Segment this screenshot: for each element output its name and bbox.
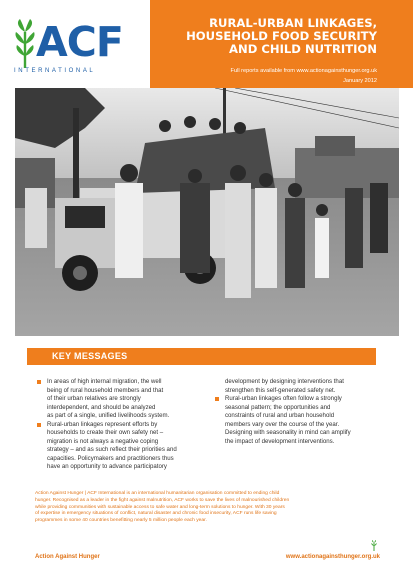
text-line: households to create their own safety net –	[47, 429, 164, 436]
bullet-square-icon	[37, 380, 41, 384]
page-title	[157, 17, 377, 56]
cover-photo-illustration	[15, 88, 399, 336]
text-line: Rural-urban linkages represent efforts by	[47, 420, 158, 428]
text-line: development by designing interventions that	[225, 378, 344, 385]
key-message-item	[35, 378, 207, 421]
key-messages-heading-bar	[27, 348, 376, 365]
text-line: of expertise in emergency situations of conflict, natural disaster and chronic food insecurity, ACF runs life saving	[35, 511, 277, 517]
bullet-square-icon	[215, 397, 219, 401]
key-message-item	[213, 395, 377, 446]
text-line: of their urban relatives are strongly	[47, 395, 141, 402]
text-line: hunger. Recognised as a leader in the fight against malnutrition, ACF works to save the lives of malnourished children	[35, 497, 290, 503]
title-line: AND CHILD NUTRITION	[229, 42, 377, 56]
organisation-description	[35, 491, 380, 525]
bullet-square-icon	[37, 423, 41, 427]
key-messages-left-column	[35, 378, 207, 472]
text-line: members vary over the course of the year.	[225, 420, 340, 428]
reports-link-text: Full reports available from www.actionagainsthunger.org.uk	[230, 68, 377, 74]
text-line: while providing communities with sustainable access to safe water and long-term solutions to hunger. With 30 years	[35, 504, 285, 510]
text-line: strengthen this self-generated safety net.	[225, 386, 336, 394]
publication-date: January 2012	[343, 78, 377, 84]
key-message-item	[35, 421, 207, 472]
title-line: HOUSEHOLD FOOD SECURITY	[186, 29, 377, 43]
acf-logo	[0, 0, 150, 88]
footer-website-link[interactable]: www.actionagainsthunger.org.uk	[285, 554, 380, 560]
plant-icon	[370, 540, 378, 551]
key-messages-right-column	[213, 378, 377, 446]
plant-logo-icon	[12, 18, 38, 68]
text-line: capacities. Policymakers and practitioners thus	[47, 454, 174, 462]
text-line: interdependent, and should be analyzed	[47, 403, 156, 411]
text-line: seasonal pattern; the opportunities and	[225, 403, 331, 411]
text-line: Rural-urban linkages often follow a strongly	[225, 395, 342, 402]
header-banner	[150, 0, 413, 88]
text-line: strategy – and as such reflect their priorities and	[47, 446, 177, 453]
text-line: the impact of development interventions.	[225, 437, 335, 445]
key-message-continuation	[213, 378, 377, 395]
logo-subtitle: INTERNATIONAL	[14, 68, 96, 74]
footer-organisation-name: Action Against Hunger	[35, 554, 100, 560]
text-line: programmes in some 40 countries benefitting nearly 5 million people each year.	[35, 518, 207, 524]
text-line: being of rural household members and that	[47, 386, 164, 394]
text-line: constraints of rural and urban household	[225, 412, 335, 419]
text-line: have an opportunity to advance participatory	[47, 463, 167, 470]
text-line: migration is not always a negative coping	[47, 437, 159, 445]
cover-photo	[15, 88, 399, 336]
text-line: Designing with seasonality in mind can amplify	[225, 429, 351, 436]
text-line: Action Against Hunger | ACF International is an international humanitarian organisation committed to ending child	[35, 491, 280, 496]
logo-wordmark: ACF	[36, 18, 123, 66]
text-line: In areas of high internal migration, the well	[47, 378, 162, 385]
title-line: RURAL-URBAN LINKAGES,	[209, 16, 377, 30]
text-line: as part of a single, unified livelihoods system.	[47, 412, 170, 419]
key-messages-heading: KEY MESSAGES	[52, 351, 128, 361]
